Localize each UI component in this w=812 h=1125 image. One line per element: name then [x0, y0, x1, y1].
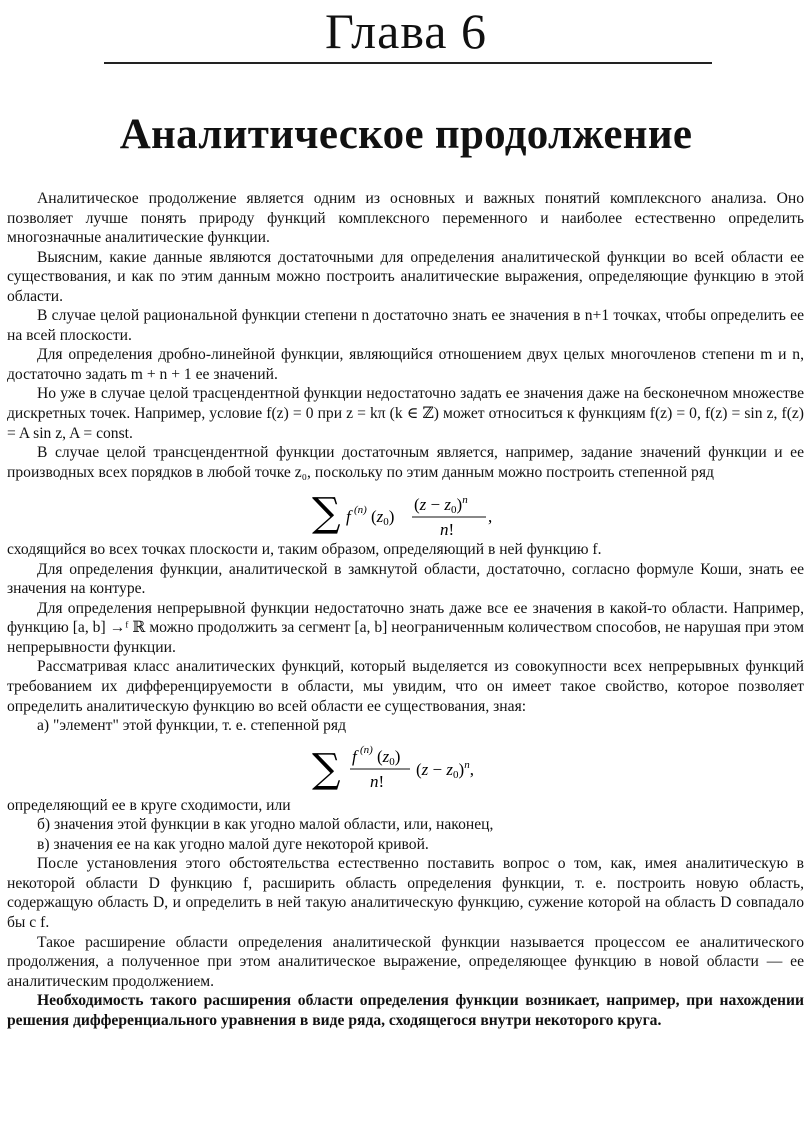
svg-text:n!: n!	[439, 520, 454, 540]
paragraph-2: Выясним, какие данные являются достаточными для определения аналитической функции во всей области ее существования, и как по этим данным можно построить аналитические выражения, определяющие функцию в этой области.	[7, 248, 804, 305]
svg-text:(n): (n)	[359, 743, 373, 756]
formula-2-svg	[306, 736, 526, 796]
svg-text:(z0): (z0)	[370, 507, 394, 529]
paragraph-7: сходящийся во всех точках плоскости и, таким образом, определяющий в ней функцию f.	[7, 541, 602, 559]
paragraph-13: б) значения этой функции в как угодно малой области, или, наконец,	[37, 816, 494, 834]
svg-text:(z − z0)n: $(z - z0)^n$	[413, 494, 468, 517]
formula-power-series-1	[7, 482, 804, 540]
sum-sign-2: ∑	[311, 745, 341, 792]
paragraph-3: В случае целой рациональной функции степени n достаточно знать ее значения в n+1 точках, чтобы определить ее на всей плоскости.	[7, 307, 804, 344]
paragraph-11: а) "элемент" этой функции, т. е. степенной ряд	[37, 717, 347, 735]
svg-text:,: ,	[487, 507, 492, 527]
paragraph-8: Для определения функции, аналитической в замкнутой области, достаточно, согласно формуле Коши, знать ее значения на контуре.	[7, 560, 804, 598]
paragraph-16: Такое расширение области определения аналитической функции называется процессом ее аналитического продолжения, а полученное при этом аналитическое выражение, определяющее функцию в новой области — ее аналитическим продолжением.	[7, 933, 804, 990]
svg-text:(z0): (z0)	[376, 746, 400, 768]
paragraph-9: Для определения непрерывной функции недостаточно знать даже все ее значения в какой-то области. Например, функцию [a, b] →ᶠ ℝ можно продолжить за сегмент [a, b] неограниченным количеством способов, не нарушая при этом непрерывности функции.	[7, 599, 804, 656]
sum-sign: ∑	[311, 490, 341, 537]
paragraph-15: После установления этого обстоятельства естественно поставить вопрос о том, как, имея аналитическую в некоторой области D функцию f, расширить область определения функции, т. е. построить новую область, содержащую область D, и определить в ней такую аналитическую функцию, сужение которой на область D совпадало бы с f.	[7, 855, 804, 931]
paragraph-12: определяющий ее в круге сходимости, или	[7, 796, 291, 814]
paragraph-14: в) значения ее на как угодно малой дуге некоторой кривой.	[37, 835, 429, 853]
paragraph-6: В случае целой трансцендентной функции достаточным является, например, задание значений функции и ее производных всех порядков в любой точке z₀, поскольку по этим данным можно построить степенной ряд	[7, 444, 804, 481]
formula-1-term: f	[345, 507, 351, 527]
chapter-rule	[104, 62, 712, 64]
svg-text:(n): (n)	[353, 504, 367, 517]
paragraph-5: Но уже в случае целой трасцендентной функции недостаточно задать ее значения даже на бесконечном множестве дискретных точек. Например, условие f(z) = 0 при z = kπ (k ∈ ℤ) может относиться к функциям f(z) = 0, f(z) = sin z, f(z) = A sin z, A = const.	[7, 385, 804, 442]
formula-power-series-2	[7, 736, 804, 796]
svg-text:n!: n!	[369, 771, 384, 791]
svg-text:f: f	[351, 746, 357, 766]
formula-1-svg	[306, 482, 526, 540]
chapter-title: Аналитическое продолжение	[119, 111, 693, 158]
paragraph-4: Для определения дробно-линейной функции, являющийся отношением двух целых многочленов степени m и n, достаточно задать m + n + 1 ее значений.	[7, 346, 804, 383]
paragraph-10: Рассматривая класс аналитических функций, который выделяется из совокупности всех непрерывных функций требованием их дифференцируемости в области, мы увидим, что он имеет такое свойство, которое позволяет определить аналитическую функцию во всей области ее существования, зная:	[7, 658, 804, 715]
paragraph-17: Необходимость такого расширения области определения функции возникает, например, при нахождении решения дифференциального уравнения в виде ряда, сходящегося внутри некоторого круга.	[7, 992, 804, 1029]
svg-text:(z − z0)n,: $(z - z0)^n$,	[415, 758, 474, 781]
body-text	[7, 189, 804, 1030]
chapter-heading: Глава 6	[325, 3, 487, 59]
paragraph-1: Аналитическое продолжение является одним из основных и важных понятий комплексного анализа. Оно позволяет лучше понять природу функций комплексного переменного и наиболее естественно определить многозначные аналитические функции.	[7, 190, 804, 247]
